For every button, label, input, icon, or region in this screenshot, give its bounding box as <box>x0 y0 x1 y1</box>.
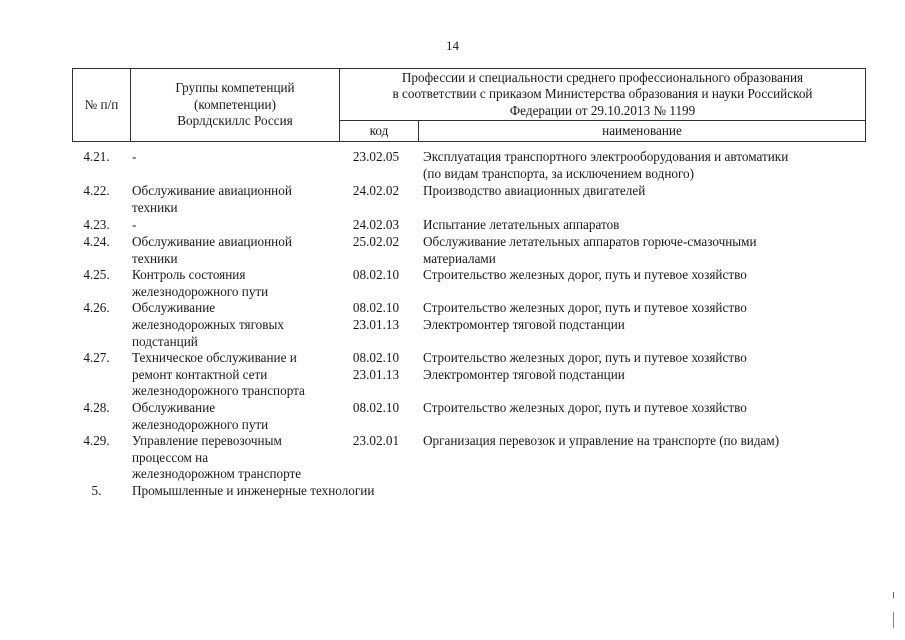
header-prof-cell <box>340 69 866 121</box>
section-number: 5. <box>91 482 102 498</box>
header-name-cell <box>419 121 866 142</box>
table-row <box>72 234 861 267</box>
table-row <box>72 149 861 182</box>
table-row <box>72 182 861 216</box>
row-number: 4.28. <box>83 399 110 415</box>
row-group-line: железнодорожного пути <box>132 283 269 299</box>
table-row <box>72 300 861 350</box>
header-code-label: код <box>369 122 389 138</box>
row-name-line: Строительство железных дорог, путь и путевое хозяйство <box>423 399 747 415</box>
header-prof-line: в соответствии с приказом Министерства образования и науки Российской <box>392 86 813 102</box>
row-code <box>337 267 415 300</box>
row-name-line: Строительство железных дорог, путь и путевое хозяйство <box>423 300 747 316</box>
row-number: 4.23. <box>83 217 110 233</box>
row-name-line: Обслуживание летательных аппаратов горюче-смазочными <box>423 233 757 249</box>
table-row <box>72 267 861 300</box>
row-name-line: Строительство железных дорог, путь и путевое хозяйство <box>423 350 747 366</box>
row-group <box>129 182 337 216</box>
row-name <box>415 182 861 216</box>
row-number: 4.22. <box>83 183 110 199</box>
header-group-line: Ворлдскиллс Россия <box>177 113 293 129</box>
table-row <box>72 216 861 234</box>
row-code-line: 23.02.05 <box>352 149 400 164</box>
table-header <box>72 68 866 142</box>
row-code <box>337 350 415 400</box>
section-title: Промышленные и инженерные технологии <box>132 482 375 498</box>
row-name-line: Организация перевозок и управление на транспорте (по видам) <box>423 433 780 449</box>
row-name <box>415 300 861 350</box>
row-number: 4.21. <box>83 149 110 164</box>
header-group-line: (компетенции) <box>194 96 276 112</box>
row-code <box>337 149 415 182</box>
row-group-line: техники <box>132 250 178 266</box>
header-prof-line: Профессии и специальности среднего профессионального образования <box>401 69 804 85</box>
row-name <box>415 433 861 483</box>
row-group-line: техники <box>132 199 178 215</box>
row-group <box>129 216 337 234</box>
row-code <box>337 400 415 433</box>
row-group-line: Управление перевозочным <box>132 433 282 449</box>
row-code <box>337 182 415 216</box>
row-name <box>415 400 861 433</box>
row-group-line: Обслуживание авиационной <box>132 183 292 199</box>
row-group <box>129 267 337 300</box>
row-name <box>415 350 861 400</box>
row-group-line: подстанций <box>132 333 198 349</box>
table-row <box>72 400 861 433</box>
row-name-line: Эксплуатация транспортного электрооборудования и автоматики <box>423 149 789 164</box>
row-code-line: 23.01.13 <box>352 316 400 332</box>
row-group-line: железнодорожного пути <box>132 416 269 432</box>
row-group-line: Обслуживание <box>132 300 216 316</box>
row-code-line: 08.02.10 <box>352 350 400 366</box>
scan-mark <box>893 612 894 628</box>
row-group <box>129 350 337 400</box>
scan-mark <box>893 592 894 598</box>
page-number: 14 <box>446 38 459 53</box>
row-number: 4.26. <box>83 300 110 316</box>
row-group-line: - <box>132 149 137 164</box>
row-code-line: 25.02.02 <box>352 233 400 249</box>
row-name-line: Испытание летательных аппаратов <box>423 217 620 233</box>
row-group-line: Контроль состояния <box>132 267 246 283</box>
header-group-line: Группы компетенций <box>175 80 295 96</box>
row-code-line: 24.02.02 <box>352 183 400 199</box>
row-name <box>415 234 861 267</box>
row-number: 4.24. <box>83 233 110 249</box>
header-name-label: наименование <box>602 122 682 138</box>
row-code-line: 08.02.10 <box>352 399 400 415</box>
row-name-line: Строительство железных дорог, путь и путевое хозяйство <box>423 267 747 283</box>
row-name-line: (по видам транспорта, за исключением водного) <box>423 165 695 181</box>
row-name-line: Электромонтер тяговой подстанции <box>423 316 625 332</box>
row-group-line: Техническое обслуживание и <box>132 350 297 366</box>
row-code <box>337 433 415 483</box>
row-name-line: Производство авиационных двигателей <box>423 183 646 199</box>
row-code-line: 24.02.03 <box>352 217 400 233</box>
row-number: 4.25. <box>83 267 110 283</box>
section-row <box>72 483 861 500</box>
row-code <box>337 234 415 267</box>
row-group-line: железнодорожных тяговых <box>132 316 284 332</box>
row-group <box>129 400 337 433</box>
row-code-line: 08.02.10 <box>352 267 400 283</box>
row-name <box>415 267 861 300</box>
row-group-line: процессом на <box>132 449 209 465</box>
row-group <box>129 149 337 182</box>
row-number: 4.29. <box>83 433 110 449</box>
row-group <box>129 433 337 483</box>
header-num-label: № п/п <box>84 96 119 112</box>
row-group <box>129 234 337 267</box>
row-code-line: 08.02.10 <box>352 300 400 316</box>
row-group <box>129 300 337 350</box>
row-code <box>337 300 415 350</box>
row-group-line: Обслуживание <box>132 399 216 415</box>
row-name <box>415 149 861 182</box>
header-num-cell <box>73 69 131 142</box>
row-name <box>415 216 861 234</box>
header-group-cell <box>131 69 340 142</box>
row-group-line: железнодорожного транспорта <box>132 383 305 399</box>
row-group-line: - <box>132 217 137 233</box>
header-prof-line: Федерации от 29.10.2013 № 1199 <box>509 102 696 118</box>
row-code <box>337 216 415 234</box>
row-group-line: Обслуживание авиационной <box>132 233 292 249</box>
table-row <box>72 350 861 400</box>
table-row <box>72 433 861 483</box>
row-number: 4.27. <box>83 350 110 366</box>
row-code-line: 23.01.13 <box>352 366 400 382</box>
table-body <box>72 149 861 499</box>
row-group-line: железнодорожном транспорте <box>132 466 302 482</box>
row-name-line: Электромонтер тяговой подстанции <box>423 366 625 382</box>
header-code-cell <box>340 121 419 142</box>
row-name-line: материалами <box>423 250 496 266</box>
row-code-line: 23.02.01 <box>352 433 400 449</box>
row-group-line: ремонт контактной сети <box>132 366 268 382</box>
